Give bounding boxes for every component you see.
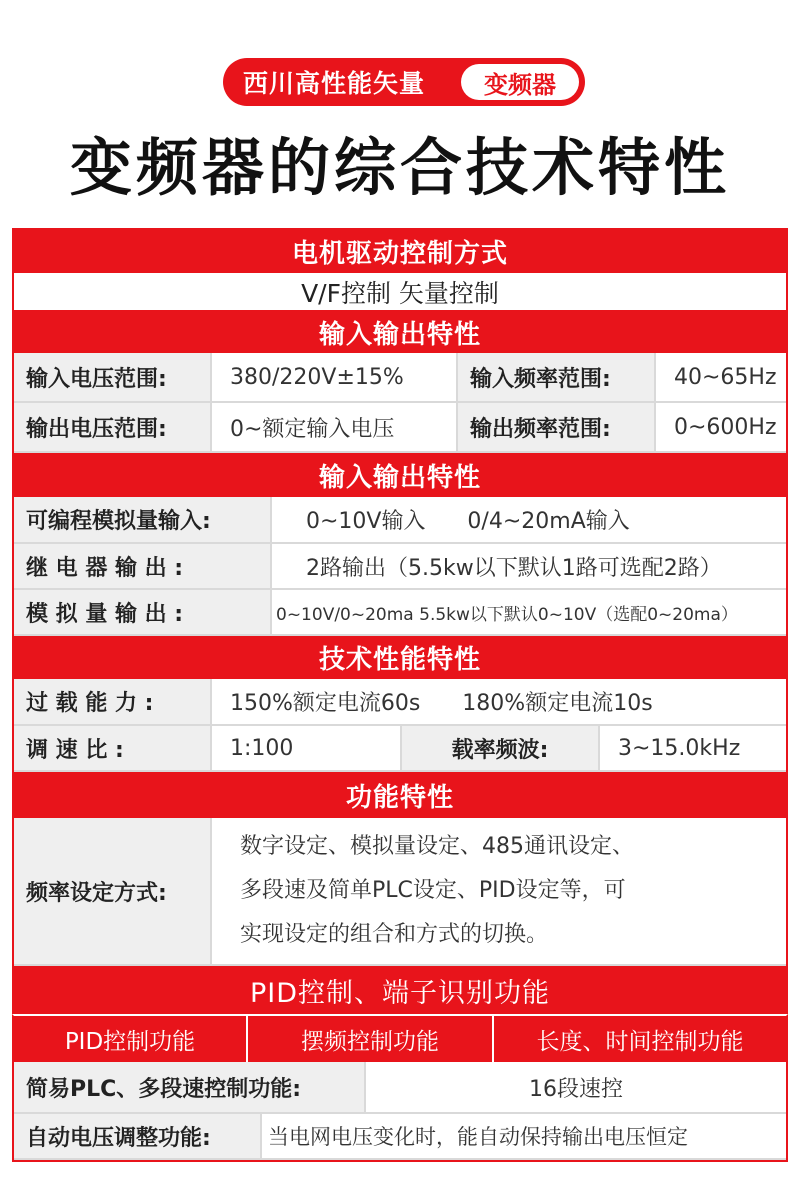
output-voltage-label: 输出电压范围: <box>14 403 212 453</box>
pid-control-cell: PID控制功能 <box>14 1016 248 1062</box>
spec-table <box>12 228 788 1162</box>
output-voltage-value: 0~额定输入电压 <box>212 403 458 453</box>
section-header-motor-control <box>12 228 788 273</box>
table-row <box>12 353 788 403</box>
motor-control-value: V/F控制 矢量控制 <box>301 278 499 308</box>
frequency-setting-line: 多段速及简单PLC设定、PID设定等，可 <box>240 878 626 903</box>
table-row <box>12 403 788 453</box>
table-row <box>12 726 788 772</box>
plc-label: 简易PLC、多段速控制功能: <box>14 1062 366 1114</box>
overload-value: 150%额定电流60s 180%额定电流10s <box>212 679 786 726</box>
frequency-setting-line: 实现设定的组合和方式的切换。 <box>240 922 549 947</box>
analog-input-value: 0~10V输入 0/4~20mA输入 <box>272 497 786 544</box>
section-title: 技术性能特性 <box>318 645 481 675</box>
section-header-pid <box>12 966 788 1014</box>
section-title: 功能特性 <box>345 782 454 813</box>
analog-input-label: 可编程模拟量输入: <box>14 497 272 544</box>
analog-output-label: 模 拟 量 输 出 : <box>14 590 272 636</box>
analog-output-value: 0~10V/0~20ma 5.5kw以下默认0~10V（选配0~20ma） <box>272 590 786 636</box>
section-title: 电机驱动控制方式 <box>291 239 508 269</box>
speed-ratio-label: 调 速 比 : <box>14 726 212 772</box>
table-row <box>12 818 788 966</box>
carrier-frequency-label: 载率频波: <box>402 726 600 772</box>
frequency-setting-line: 数字设定、模拟量设定、485通讯设定、 <box>240 834 634 859</box>
avr-label: 自动电压调整功能: <box>14 1114 262 1160</box>
badge-brand-text: 西川高性能矢量 <box>243 69 426 98</box>
output-frequency-value: 0~600Hz <box>656 403 786 453</box>
table-row <box>12 1014 788 1062</box>
section-header-functions <box>12 772 788 818</box>
badge-product-text: 变频器 <box>461 64 579 100</box>
carrier-frequency-value: 3~15.0kHz <box>600 726 786 772</box>
motor-control-modes <box>12 273 788 311</box>
speed-ratio-value: 1:100 <box>212 726 402 772</box>
frequency-setting-label: 频率设定方式: <box>14 818 212 966</box>
section-header-performance <box>12 636 788 679</box>
input-frequency-label: 输入频率范围: <box>458 353 656 403</box>
section-header-io-2 <box>12 453 788 497</box>
table-row <box>12 679 788 726</box>
table-row <box>12 1114 788 1162</box>
table-row <box>12 544 788 590</box>
frequency-setting-value <box>212 818 786 966</box>
table-row <box>12 590 788 636</box>
input-frequency-value: 40~65Hz <box>656 353 786 403</box>
plc-value: 16段速控 <box>366 1062 786 1114</box>
output-frequency-label: 输出频率范围: <box>458 403 656 453</box>
section-title: PID控制、端子识别功能 <box>249 977 551 1009</box>
section-title: 输入输出特性 <box>318 319 481 350</box>
table-row <box>12 1062 788 1114</box>
input-voltage-value: 380/220V±15% <box>212 353 458 403</box>
wobble-control-cell: 摆频控制功能 <box>248 1016 494 1062</box>
brand-badge <box>223 58 585 106</box>
length-time-control-cell: 长度、时间控制功能 <box>494 1016 786 1062</box>
table-row <box>12 497 788 544</box>
section-header-io-1 <box>12 311 788 353</box>
input-voltage-label: 输入电压范围: <box>14 353 212 403</box>
avr-value: 当电网电压变化时，能自动保持输出电压恒定 <box>262 1114 786 1160</box>
section-title: 输入输出特性 <box>318 462 481 493</box>
relay-output-value: 2路输出（5.5kw以下默认1路可选配2路） <box>272 544 786 590</box>
overload-label: 过 载 能 力 : <box>14 679 212 726</box>
page-title: 变频器的综合技术特性 <box>69 131 730 204</box>
relay-output-label: 继 电 器 输 出 : <box>14 544 272 590</box>
